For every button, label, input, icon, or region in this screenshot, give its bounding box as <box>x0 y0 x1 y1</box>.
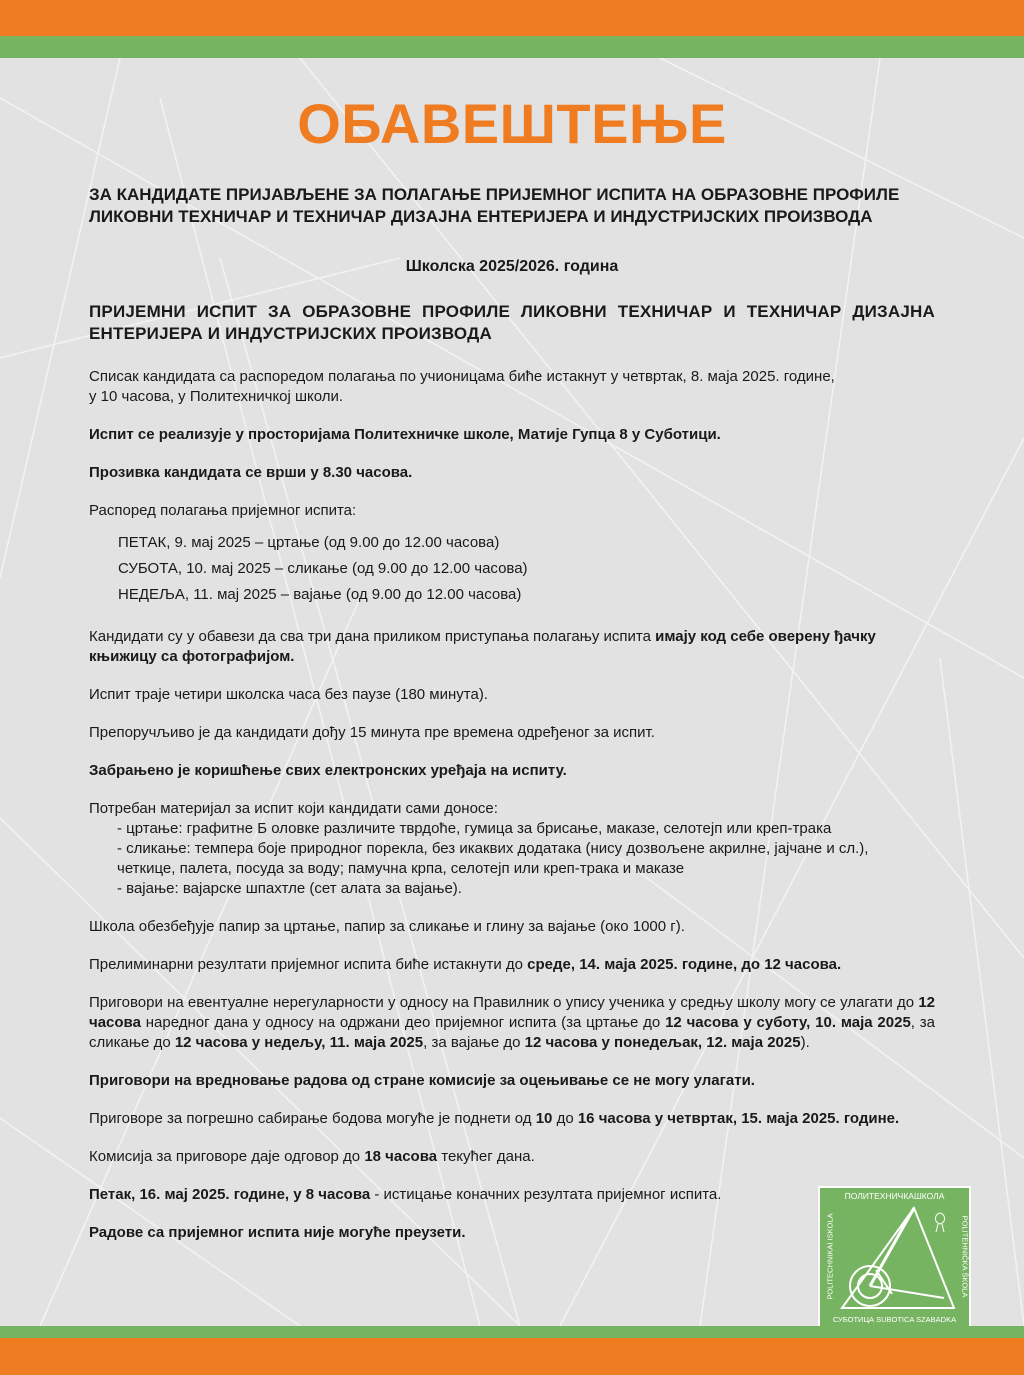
scoring-bold-2: 16 часова у четвртак, 15. маја 2025. године. <box>577 1110 900 1127</box>
paragraph-preliminary-results <box>89 955 935 975</box>
scoring-text-2: до <box>552 1110 578 1127</box>
paragraph-arrival: Препоручљиво је да кандидати дођу 15 минута пре времена одређеног за испит. <box>89 724 655 741</box>
paragraph-list-announcement <box>89 367 935 407</box>
compass-triangle-emblem-icon <box>832 1202 961 1314</box>
paragraph-works <box>89 1223 935 1243</box>
committee-text-1: Комисија за приговоре даје одговор до <box>89 1148 365 1165</box>
preliminary-text: Прелиминарни резултати пријемног испита биће истакнути до <box>89 956 528 973</box>
paragraph-duration: Испит траје четири школска часа без паузе (180 минута). <box>89 686 488 703</box>
notice-title: ОБАВЕШТЕЊЕ <box>297 92 727 155</box>
logo-text-left: POLITECHNIKAI ISKOLA <box>825 1213 835 1300</box>
heading-candidates-line2: ЛИКОВНИ ТЕХНИЧАР И ТЕХНИЧАР ДИЗАЈНА ЕНТЕРИЈЕРА И ИНДУСТРИЈСКИХ ПРОИЗВОДА <box>89 207 873 226</box>
list-announcement-line1: Списак кандидата са распоредом полагања по учионицама биће истакнут у четвртак, 8. маја 2025. године, <box>89 368 835 385</box>
paragraph-committee <box>89 1147 935 1167</box>
committee-bold: 18 часова <box>364 1148 438 1165</box>
location-text: Испит се реализује у просторијама Политехничке школе, Матије Гупца 8 у Суботици. <box>89 426 721 443</box>
schedule-item-saturday: СУБОТА, 10. мај 2025 – сликање (од 9.00 до 12.00 часова) <box>118 560 528 577</box>
schedule-item-sunday: НЕДЕЉА, 11. мај 2025 – вајање (од 9.00 до 12.00 часова) <box>118 586 522 603</box>
material-painting: - сликање: темпера боје природног порекла, без икаквих додатака (нису дозвољене акрилне, јајчане и сл.), <box>117 840 869 857</box>
complaint-text-4: , за вајање до <box>423 1034 525 1051</box>
complaint-text-1: Приговори на евентуалне нерегуларности у односу на Правилник о упису ученика у средњу школу могу се улагати до <box>89 994 919 1011</box>
paragraph-no-appeal <box>89 1071 935 1091</box>
works-text: Радове са пријемног испита није могуће преузети. <box>89 1224 466 1241</box>
scoring-text-1: Приговоре за погрешно сабирање бодова могуће је поднети од <box>89 1110 536 1127</box>
school-logo <box>818 1186 971 1328</box>
final-results-date: Петак, 16. мај 2025. године, у 8 часова <box>89 1186 371 1203</box>
complaint-text-2: наредног дана у односу на одржани део пријемног испита (за цртање до <box>140 1014 666 1031</box>
preliminary-date: среде, 14. маја 2025. године, до 12 часова. <box>527 956 842 973</box>
bottom-green-band <box>0 1326 1024 1338</box>
paragraph-schedule-intro: Распоред полагања пријемног испита: <box>89 502 357 519</box>
devices-text: Забрањено је коришћење свих електронских уређаја на испиту. <box>89 762 567 779</box>
paragraph-rollcall <box>89 463 935 483</box>
top-orange-band <box>0 0 1024 36</box>
scoring-bold-1: 10 <box>535 1110 553 1127</box>
no-appeal-text: Приговори на вредновање радова од стране комисије за оцењивање се не могу улагати. <box>89 1072 755 1089</box>
complaint-bold-2: 12 часова у суботу, 10. маја 2025 <box>665 1014 911 1031</box>
schedule-item-friday: ПЕТАК, 9. мај 2025 – цртање (од 9.00 до 12.00 часова) <box>118 534 500 551</box>
top-green-band <box>0 36 1024 58</box>
bottom-orange-band <box>0 1338 1024 1375</box>
material-sculpting: - вајање: вајарске шпахтле (сет алата за вајање). <box>117 880 462 897</box>
committee-text-2: текућег дана. <box>437 1148 535 1165</box>
school-year: Школска 2025/2026. година <box>405 258 619 275</box>
material-drawing: - цртање: графитне Б оловке различите тврдоће, гумица за брисање, маказе, селотејп или креп-трака <box>117 820 832 837</box>
complaint-text-3: , за сликање до <box>89 1014 936 1051</box>
paragraph-devices <box>89 761 935 781</box>
heading-candidates-line1: ЗА КАНДИДАТЕ ПРИЈАВЉЕНЕ ЗА ПОЛАГАЊЕ ПРИЈЕМНОГ ИСПИТА НА ОБРАЗОВНЕ ПРОФИЛЕ <box>89 185 900 204</box>
list-announcement-line2: у 10 часова, у Политехничкој школи. <box>89 388 344 405</box>
complaint-bold-1: 12 часова <box>89 994 935 1031</box>
complaint-bold-3: 12 часова у недељу, 11. маја 2025 <box>174 1034 424 1051</box>
logo-text-top: ПОЛИТЕХНИЧКАШКОЛА <box>844 1191 945 1201</box>
paragraph-material-intro: Потребан материјал за испит који кандидати сами доносе: <box>89 800 498 817</box>
material-painting-continued: четкице, палета, посуда за воду; памучна крпа, селотејп или креп-трака и маказе <box>117 860 685 877</box>
heading-exam: ПРИЈЕМНИ ИСПИТ ЗА ОБРАЗОВНЕ ПРОФИЛЕ ЛИКОВНИ ТЕХНИЧАР И ТЕХНИЧАР ДИЗАЈНА ЕНТЕРИЈЕРА И ИНДУСТРИЈСКИХ ПРОИЗВОДА <box>89 302 935 343</box>
paragraph-scoring <box>89 1109 935 1129</box>
logo-text-bottom: СУБОТИЦА SUBOTICA SZABADKA <box>832 1315 957 1324</box>
logo-text-right: POLITEHNIČKA ŠKOLA <box>960 1215 970 1298</box>
final-results-text: - истицање коначних резултата пријемног испита. <box>370 1186 722 1203</box>
materials-list <box>89 819 935 899</box>
booklet-bold: имају код себе оверену ђачку књижицу са фотографијом. <box>89 628 876 665</box>
heading-candidates <box>89 184 935 228</box>
paragraph-booklet <box>89 627 935 667</box>
paragraph-school-provides: Школа обезбеђује папир за цртање, папир за сликање и глину за вајање (око 1000 г). <box>89 918 685 935</box>
schedule-list <box>89 533 935 605</box>
paragraph-location <box>89 425 935 445</box>
complaint-text-5: ). <box>800 1034 810 1051</box>
rollcall-text: Прозивка кандидата се врши у 8.30 часова. <box>89 464 413 481</box>
booklet-text: Кандидати су у обавези да сва три дана приликом приступања полагању испита <box>89 628 656 645</box>
notice-content <box>89 86 935 1243</box>
paragraph-final-results <box>89 1185 935 1205</box>
paragraph-complaints <box>89 993 935 1053</box>
complaint-bold-4: 12 часова у понедељак, 12. маја 2025 <box>524 1034 801 1051</box>
